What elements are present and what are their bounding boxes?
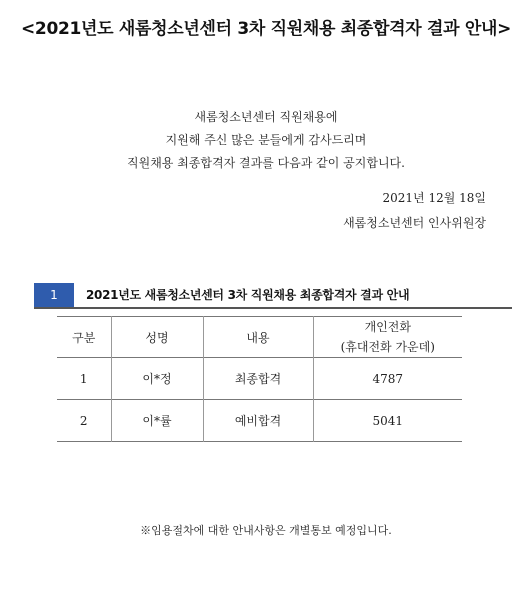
row-phone: 4787 xyxy=(313,358,462,400)
header-phone-line1: 개인전화 xyxy=(364,320,411,334)
intro-line: 직원채용 최종합격자 결과를 다음과 같이 공지합니다. xyxy=(127,156,405,170)
announcement-date: 2021년 12월 18일 xyxy=(382,191,486,205)
row-content: 최종합격 xyxy=(203,358,313,400)
table-row xyxy=(57,400,462,442)
row-name: 이*률 xyxy=(111,400,203,442)
header-no: 구분 xyxy=(57,317,111,358)
header-content: 내용 xyxy=(203,317,313,358)
row-phone: 5041 xyxy=(313,400,462,442)
header-name: 성명 xyxy=(111,317,203,358)
header-phone xyxy=(313,317,462,358)
row-no: 1 xyxy=(57,358,111,400)
signature-block xyxy=(343,186,486,236)
row-name: 이*정 xyxy=(111,358,203,400)
row-no: 2 xyxy=(57,400,111,442)
header-phone-line2: (휴대전화 가운데) xyxy=(340,340,435,354)
section-header xyxy=(34,283,512,309)
intro-line: 지원해 주신 많은 분들에게 감사드리며 xyxy=(165,133,367,147)
table-row xyxy=(57,358,462,400)
intro-text xyxy=(0,106,532,175)
intro-line: 새롬청소년센터 직원채용에 xyxy=(194,110,338,124)
document-title: <2021년도 새롬청소년센터 3차 직원채용 최종합격자 결과 안내> xyxy=(20,19,512,39)
table-header-row xyxy=(57,317,462,358)
issuer-name: 새롬청소년센터 인사위원장 xyxy=(343,216,486,230)
section-title: 2021년도 새롬청소년센터 3차 직원채용 최종합격자 결과 안내 xyxy=(86,288,410,302)
result-table xyxy=(57,316,462,442)
row-content: 예비합격 xyxy=(203,400,313,442)
notice-text: ※임용절차에 대한 안내사항은 개별통보 예정입니다. xyxy=(140,524,392,537)
section-number-badge: 1 xyxy=(34,283,74,307)
